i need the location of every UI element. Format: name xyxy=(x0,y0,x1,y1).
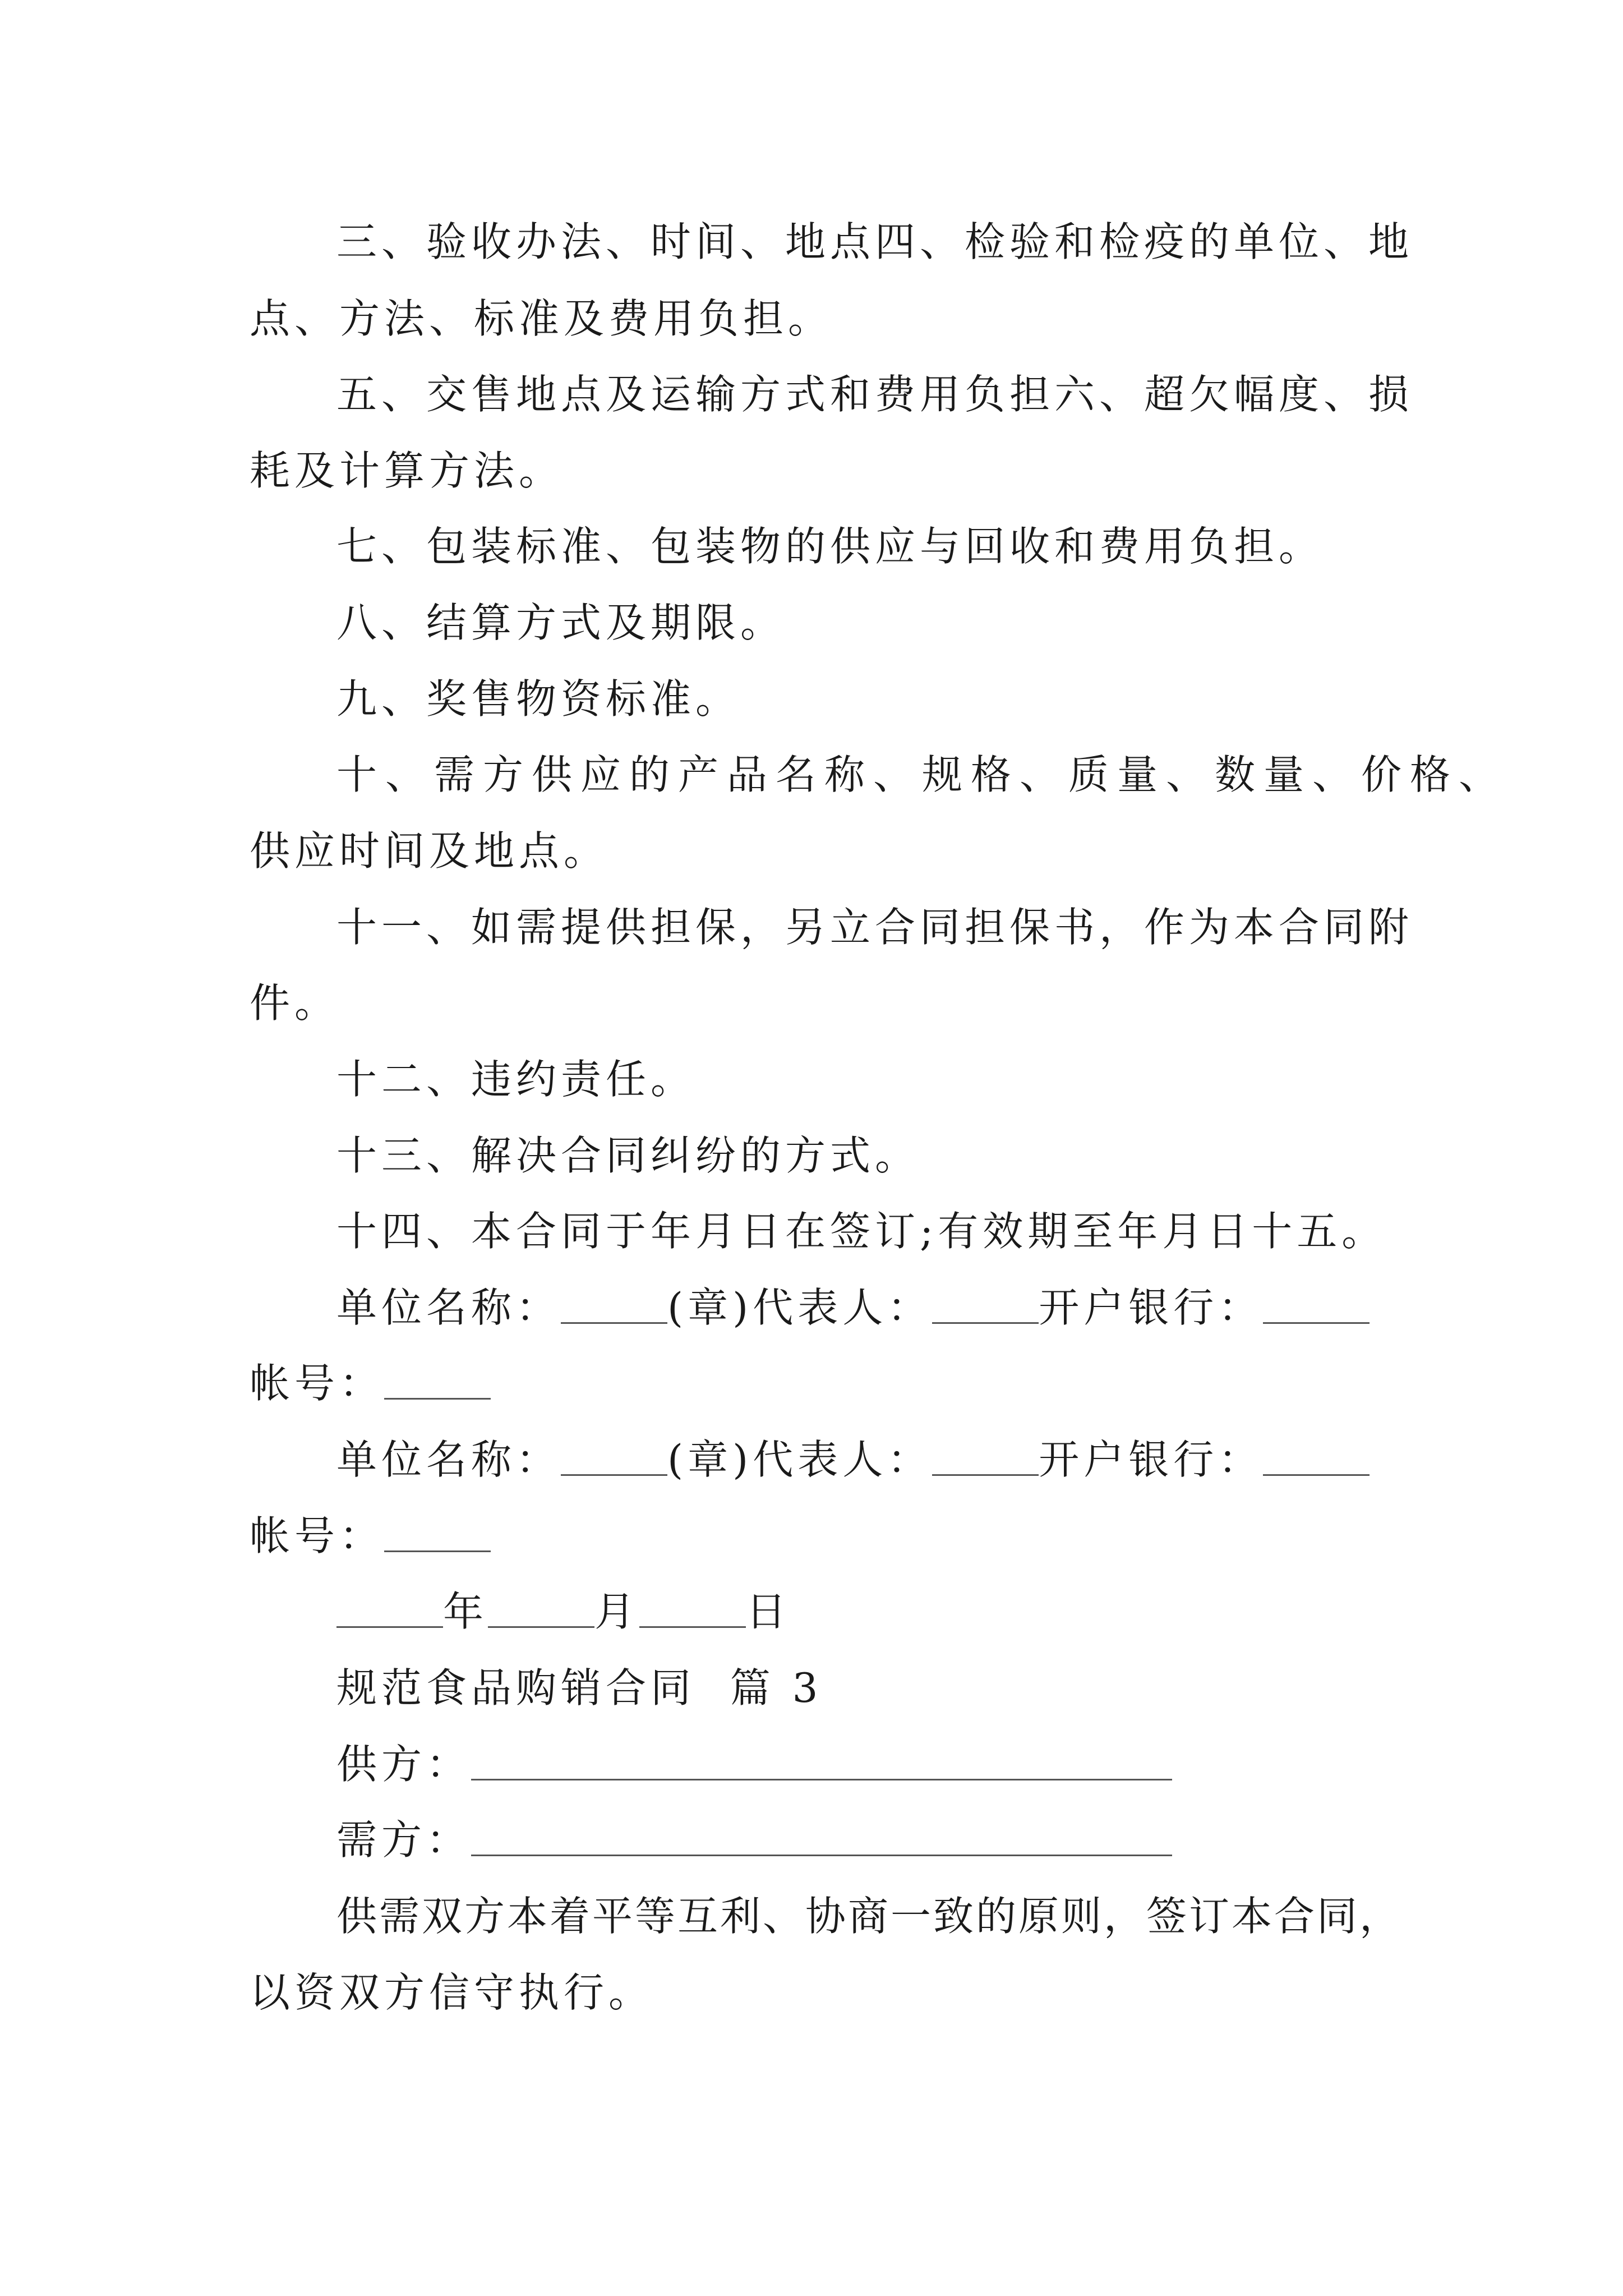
signature-block-2 xyxy=(336,1436,1370,1483)
closing-line-2: 以资双方信守执行。 xyxy=(250,1969,654,2016)
representative-label: 代表人： xyxy=(753,1284,933,1331)
account-label: 帐号： xyxy=(250,1360,385,1407)
buyer-line xyxy=(336,1816,1172,1864)
clause-9: 九、奖售物资标准。 xyxy=(336,675,741,723)
bank-blank[interactable] xyxy=(1263,1289,1370,1324)
month-label: 月 xyxy=(594,1588,640,1635)
closing-line-1: 供需双方本着平等互利、协商一致的原则，签订本合同， xyxy=(336,1893,1403,1940)
clause-10-line-2: 供应时间及地点。 xyxy=(250,827,609,875)
buyer-blank[interactable] xyxy=(471,1821,1172,1856)
seal-label: (章) xyxy=(667,1284,753,1331)
clause-5-line-1: 五、交售地点及运输方式和费用负担六、超欠幅度、损 xyxy=(336,371,1414,418)
clause-12: 十二、违约责任。 xyxy=(336,1056,696,1103)
account-line-2 xyxy=(250,1512,491,1559)
day-label: 日 xyxy=(746,1588,791,1635)
representative-blank[interactable] xyxy=(932,1441,1039,1476)
supplier-label: 供方： xyxy=(336,1741,472,1788)
unit-name-blank[interactable] xyxy=(561,1289,667,1324)
bank-blank[interactable] xyxy=(1263,1441,1370,1476)
seal-label: (章) xyxy=(667,1436,753,1483)
section-title: 规范食品购销合同 篇 3 xyxy=(336,1664,823,1711)
buyer-label: 需方： xyxy=(336,1816,472,1864)
account-blank[interactable] xyxy=(384,1517,491,1552)
account-label: 帐号： xyxy=(250,1512,385,1559)
day-blank[interactable] xyxy=(639,1593,746,1628)
clause-10-line-1: 十、需方供应的产品名称、规格、质量、数量、价格、 xyxy=(336,751,1508,798)
clause-11-line-2: 件。 xyxy=(250,979,340,1027)
account-line-1 xyxy=(250,1360,491,1407)
account-blank[interactable] xyxy=(384,1364,491,1400)
year-blank[interactable] xyxy=(336,1593,443,1628)
year-label: 年 xyxy=(443,1588,488,1635)
clause-14: 十四、本合同于年月日在签订;有效期至年月日十五。 xyxy=(336,1208,1387,1255)
representative-blank[interactable] xyxy=(932,1289,1039,1324)
date-line xyxy=(336,1588,791,1635)
bank-label: 开户银行： xyxy=(1039,1284,1264,1331)
unit-name-label: 单位名称： xyxy=(336,1284,561,1331)
representative-label: 代表人： xyxy=(753,1436,933,1483)
supplier-line xyxy=(336,1741,1172,1788)
signature-block-1 xyxy=(336,1284,1370,1331)
clause-7: 七、包装标准、包装物的供应与回收和费用负担。 xyxy=(336,523,1324,570)
clause-8: 八、结算方式及期限。 xyxy=(336,599,786,646)
unit-name-blank[interactable] xyxy=(561,1441,667,1476)
clause-5-line-2: 耗及计算方法。 xyxy=(250,447,564,494)
clause-13: 十三、解决合同纠纷的方式。 xyxy=(336,1132,920,1179)
clause-11-line-1: 十一、如需提供担保，另立合同担保书，作为本合同附 xyxy=(336,904,1414,951)
supplier-blank[interactable] xyxy=(471,1745,1172,1780)
clause-3-line-2: 点、方法、标准及费用负担。 xyxy=(250,295,833,342)
clause-3-line-1: 三、验收办法、时间、地点四、检验和检疫的单位、地 xyxy=(336,218,1414,265)
month-blank[interactable] xyxy=(488,1593,594,1628)
unit-name-label: 单位名称： xyxy=(336,1436,561,1483)
bank-label: 开户银行： xyxy=(1039,1436,1264,1483)
